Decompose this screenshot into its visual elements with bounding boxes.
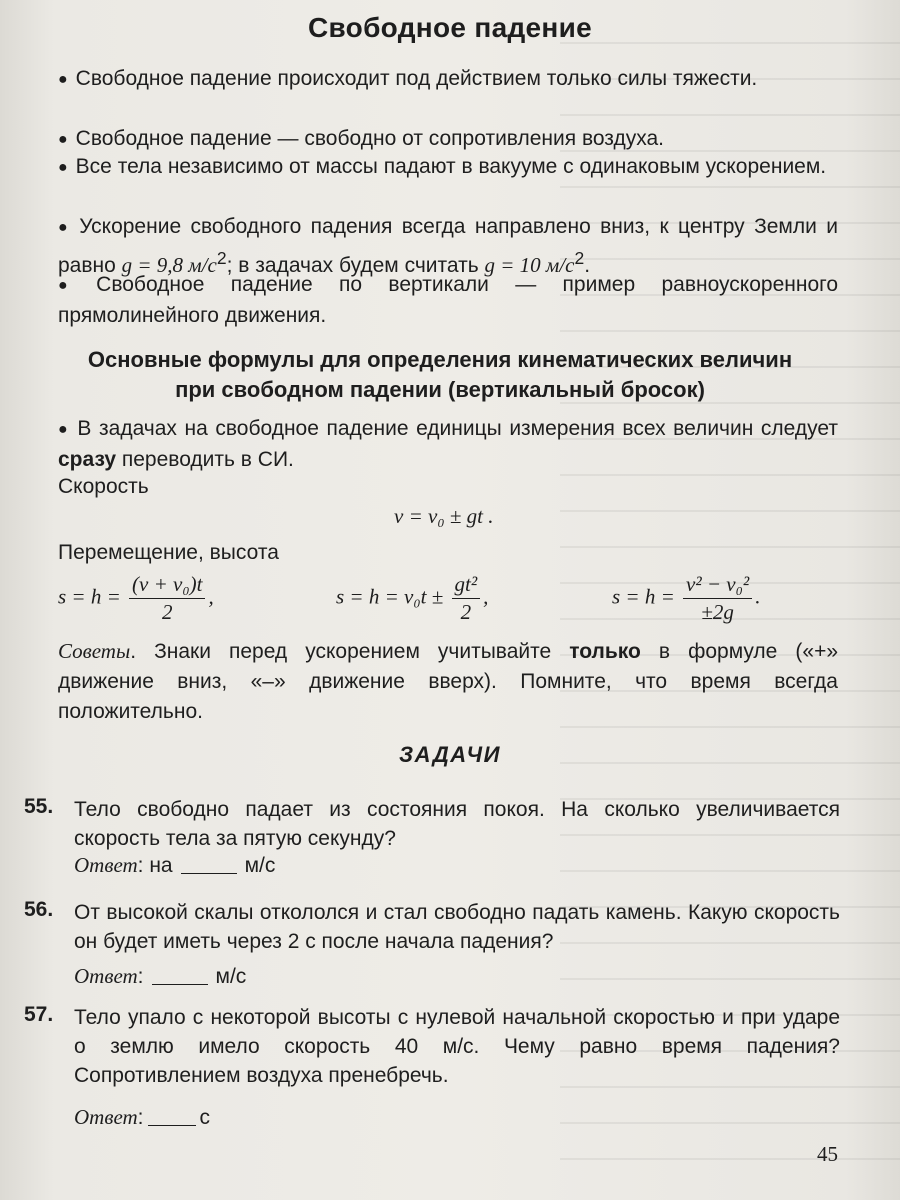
formula-3-fraction: $\frac{\text{v² − v₀²}}{\pm 2g}$: [683, 572, 752, 625]
task-number: 56.: [24, 898, 54, 921]
bullet-5: ● Свободное падение по вертикали — пример равноускоренного прямолинейного движения.: [58, 273, 838, 327]
bullet-dot-icon: ●: [58, 159, 68, 176]
tasks-heading: ЗАДАЧИ: [399, 742, 501, 767]
g-value-rounded: g = 10 м/с: [484, 253, 575, 277]
bullet-dot-icon: ●: [58, 219, 72, 236]
bullet-2: ● Свободное падение — свободно от сопротивления воздуха.: [58, 127, 664, 150]
bullet-dot-icon: ●: [58, 71, 68, 88]
bullet-dot-icon: ●: [58, 131, 68, 148]
bullet-dot-icon: ●: [58, 421, 70, 438]
g-value-exact: g = 9,8 м/с: [121, 253, 217, 277]
answer-line: Ответ: м/с: [74, 964, 247, 988]
speed-label: Скорость: [58, 475, 149, 498]
formula-3: s = h = $\frac{\text{v² − v₀²}}{\pm 2g}$ .: [612, 572, 761, 624]
formula-1: s = h = $\frac{\text{(v + v₀)t}}{2}$ ,: [58, 572, 214, 624]
task-text: Тело свободно падает из состояния покоя. На сколько увеличивается скорость тела за пятую секунду?: [74, 798, 840, 850]
page-title: Свободное падение: [308, 12, 592, 43]
bullet-4: ● Ускорение свободного падения всегда направлено вниз, к центру Земли и равно g = 9,8 $м/с^2$; в задачах будем считать g = 10 $м/с^2$.: [58, 215, 838, 277]
task-text: Тело упало с некоторой высоты с нулевой начальной скоростью и при ударе о землю имело скорость 40 м/с. Чему равно время падения? Сопротивлением воздуха пренебречь.: [74, 1006, 840, 1087]
formula-2-fraction: $\frac{\text{gt²}}{2}$: [452, 572, 481, 625]
si-units-note: ● В задачах на свободное падение единицы измерения всех величин следует сразу переводить в СИ.: [58, 417, 838, 471]
advice-label: Советы: [58, 639, 131, 663]
formulas-heading: Основные формулы для определения кинематических величин при свободном падении (вертикальный бросок): [87, 347, 793, 402]
answer-blank[interactable]: [148, 1107, 196, 1126]
page-number: 45: [817, 1142, 838, 1166]
task-number: 55.: [24, 795, 54, 818]
answer-line: Ответ: на м/с: [74, 853, 276, 877]
task-text: От высокой скалы откололся и стал свободно падать камень. Какую скорость он будет иметь через 2 с после начала падения?: [74, 901, 840, 953]
bullet-3: ● Все тела независимо от массы падают в вакууме с одинаковым ускорением.: [58, 155, 827, 178]
answer-blank[interactable]: [181, 855, 237, 874]
displacement-label: Перемещение, высота: [58, 541, 279, 564]
speed-formula: v = v₀ ± gt .: [394, 504, 494, 528]
formula-1-fraction: $\frac{\text{(v + v₀)t}}{2}$: [129, 572, 205, 625]
bullet-1: ● Свободное падение происходит под действием только силы тяжести.: [58, 67, 758, 90]
advice-paragraph: Советы. Знаки перед ускорением учитывайте только в формуле («+» движение вниз, «–» движение вверх). Помните, что время всегда положительно.: [58, 639, 839, 723]
answer-line: Ответ: с: [74, 1105, 210, 1129]
answer-blank[interactable]: [152, 966, 208, 985]
task-number: 57.: [24, 1003, 54, 1026]
formula-2: s = h = v₀t ± $\frac{\text{gt²}}{2}$ ,: [336, 572, 489, 624]
bullet-dot-icon: ●: [58, 277, 89, 294]
